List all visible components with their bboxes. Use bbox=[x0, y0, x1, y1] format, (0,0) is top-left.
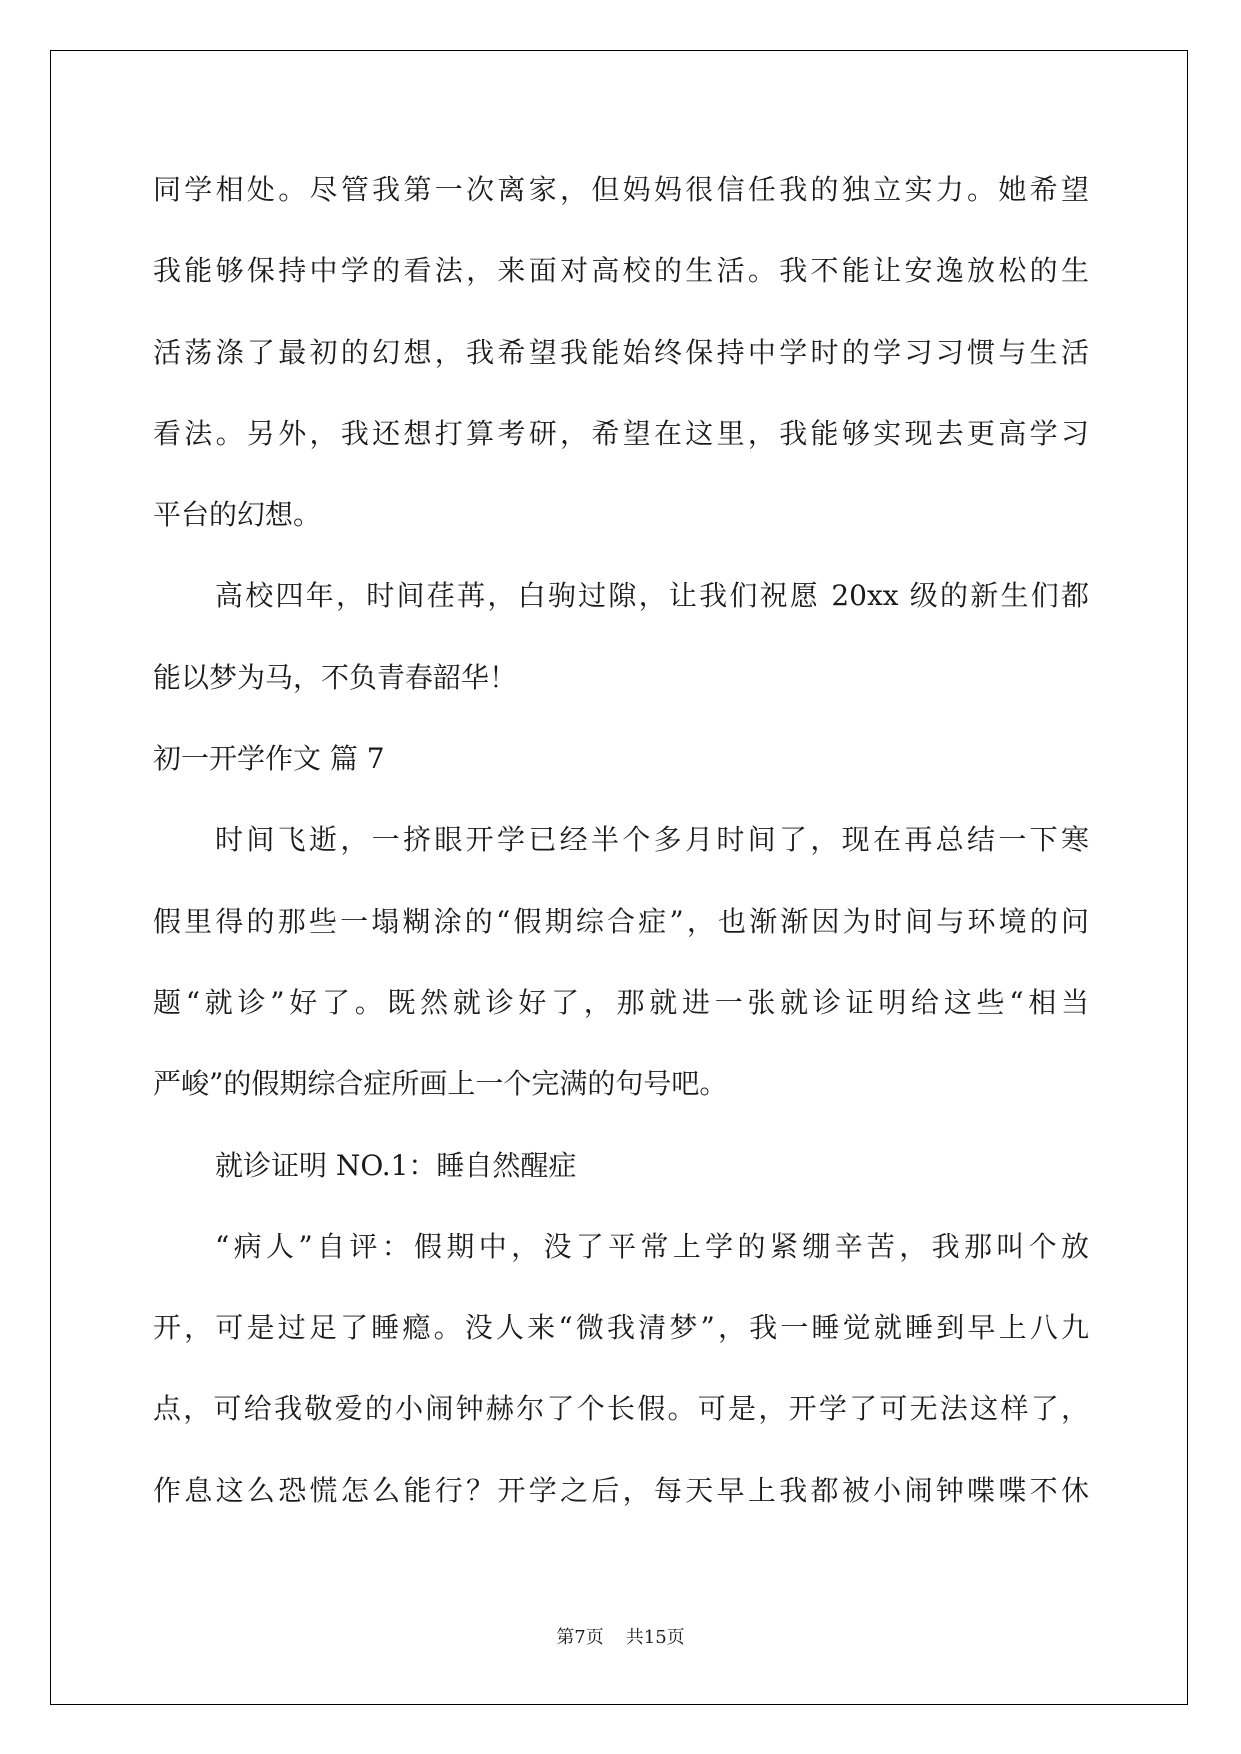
body-line: 题“就诊”好了。既然就诊好了，那就进一张就诊证明给这些“相当 bbox=[153, 985, 1089, 1019]
body-line: 看法。另外，我还想打算考研，希望在这里，我能够实现去更高学习 bbox=[153, 416, 1089, 450]
current-page-number: 第7页 bbox=[556, 1627, 604, 1648]
section-heading: 初一开学作文 篇 7 bbox=[153, 742, 385, 776]
body-line: 开，可是过足了睡瘾。没人来“微我清梦”，我一睡觉就睡到早上八九 bbox=[153, 1311, 1089, 1345]
body-line: “病人”自评：假期中，没了平常上学的紧绷辛苦，我那叫个放 bbox=[215, 1229, 1089, 1263]
body-line: 点，可给我敬爱的小闹钟赫尔了个长假。可是，开学了可无法这样了， bbox=[153, 1392, 1089, 1426]
body-line: 同学相处。尽管我第一次离家，但妈妈很信任我的独立实力。她希望 bbox=[153, 173, 1089, 206]
body-line: 时间飞逝，一挤眼开学已经半个多月时间了，现在再总结一下寒 bbox=[215, 823, 1089, 857]
body-line: 作息这么恐慌怎么能行？开学之后，每天早上我都被小闹钟喋喋不休 bbox=[153, 1473, 1089, 1507]
total-page-count: 共15页 bbox=[625, 1627, 685, 1648]
body-line: 高校四年，时间荏苒，白驹过隙，让我们祝愿 20xx 级的新生们都 bbox=[215, 579, 1089, 613]
page-footer bbox=[0, 1626, 1241, 1650]
body-line: 活荡涤了最初的幻想，我希望我能始终保持中学时的学习习惯与生活 bbox=[153, 335, 1089, 369]
body-line: 我能够保持中学的看法，来面对高校的生活。我不能让安逸放松的生 bbox=[153, 254, 1089, 288]
body-line: 就诊证明 NO.1：睡自然醒症 bbox=[215, 1148, 577, 1182]
body-line: 假里得的那些一塌糊涂的“假期综合症”，也渐渐因为时间与环境的问 bbox=[153, 904, 1089, 938]
body-line: 严峻”的假期综合症所画上一个完满的句号吧。 bbox=[153, 1067, 728, 1101]
document-body bbox=[153, 149, 1089, 1531]
body-line: 能以梦为马，不负青春韶华！ bbox=[153, 660, 518, 694]
body-line: 平台的幻想。 bbox=[153, 498, 322, 532]
